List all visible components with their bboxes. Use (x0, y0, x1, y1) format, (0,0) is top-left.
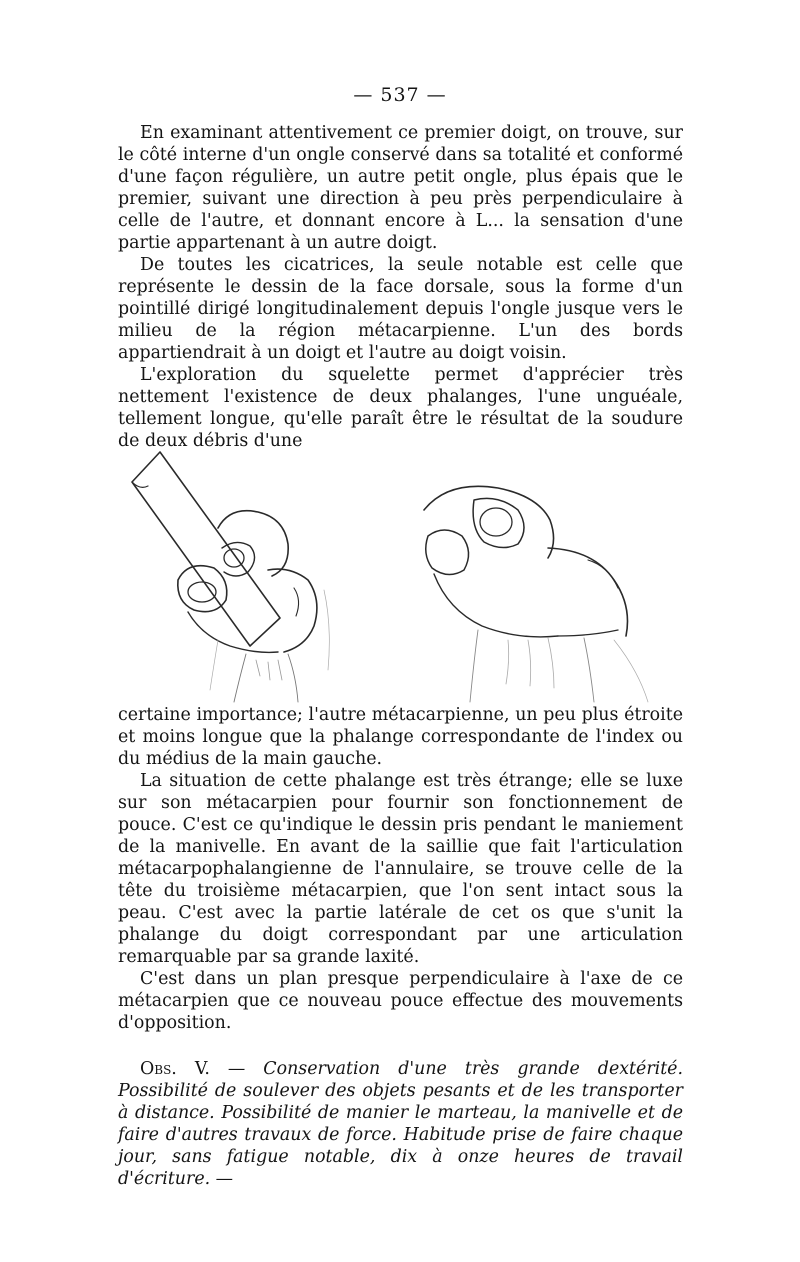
observation-paragraph (118, 1058, 683, 1190)
text-block-bottom (118, 704, 683, 1190)
hand-illustration (118, 440, 683, 705)
observation-text: — Conservation d'une très grande dextérité. Possibilité de soulever des objets pesants et de les transporter à distance. Possibilité de manier le marteau, la manivelle et de faire d'autres travaux de force. Habitude prise de faire chaque jour, sans fatigue notable, dix à onze heures de travail d'écriture. — (118, 1059, 684, 1189)
paragraph: La situation de cette phalange est très étrange; elle se luxe sur son métacarpien pour fournir son fonctionnement de pouce. C'est ce qu'indique le dessin pris pendant le maniement de la manivelle. En avant de la saillie que fait l'articulation métacarpophalangienne de l'annulaire, se trouve celle de la tête du troisième métacarpien, que l'on sent intact sous la peau. C'est avec la partie latérale de cet os que s'unit la phalange du doigt correspondant par une articulation remarquable par sa grande laxité. (118, 771, 683, 967)
paragraph: De toutes les cicatrices, la seule notable est celle que représente le dessin de la face dorsale, sous la forme d'un pointillé dirigé longitudinalement depuis l'ongle jusque vers le milieu de la région métacarpienne. L'un des bords appartiendrait à un doigt et l'autre au doigt voisin. (118, 255, 683, 363)
paragraph: C'est dans un plan presque perpendiculaire à l'axe de ce métacarpien que ce nouveau pouce effectue des mouvements d'opposition. (118, 969, 683, 1033)
left-hand-drawing (132, 452, 329, 702)
text-block-top (118, 122, 683, 452)
paragraph: En examinant attentivement ce premier doigt, on trouve, sur le côté interne d'un ongle conservé dans sa totalité et conformé d'une façon régulière, un autre petit ongle, plus épais que le premier, suivant une direction à peu près perpendiculaire à celle de l'autre, et donnant encore à L... la sensation d'une partie appartenant à un autre doigt. (118, 123, 683, 253)
paragraph: certaine importance; l'autre métacarpienne, un peu plus étroite et moins longue que la phalange correspondante de l'index ou du médius de la main gauche. (118, 705, 683, 769)
page-number: — 537 — (353, 84, 447, 106)
right-hand-drawing (424, 486, 648, 702)
paragraph: L'exploration du squelette permet d'apprécier très nettement l'existence de deux phalanges, l'une unguéale, tellement longue, qu'elle paraît être le résultat de la soudure de deux débris d'une (118, 365, 683, 451)
observation-label: Obs. V. (140, 1059, 210, 1079)
